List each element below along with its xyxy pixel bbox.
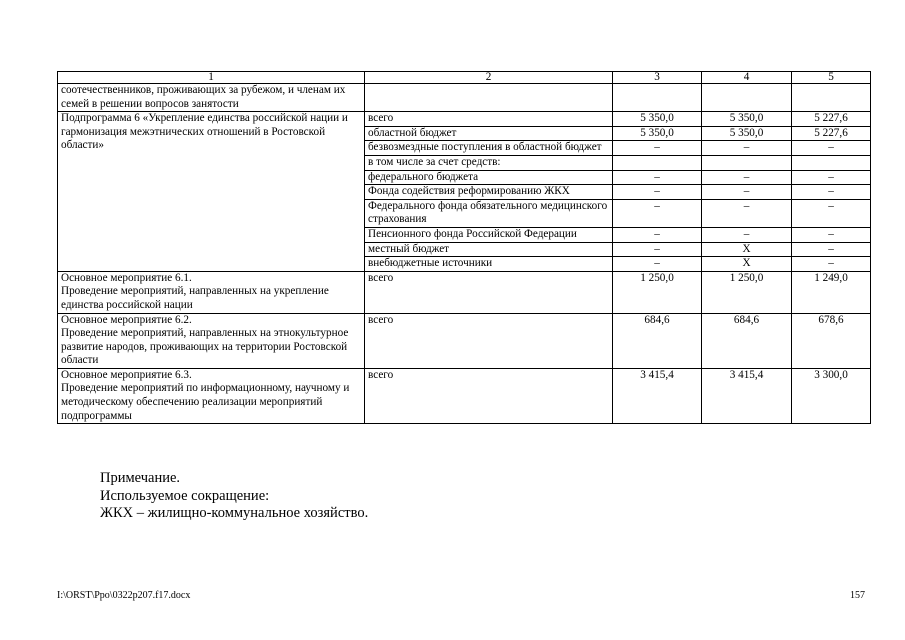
- note-abbrev-definition: ЖКХ – жилищно-коммунальное хозяйство.: [100, 505, 369, 521]
- value-cell: –: [613, 227, 702, 242]
- note-block: [100, 470, 368, 523]
- header-cell: 1: [58, 72, 365, 84]
- source-cell: безвозмездные поступления в областной бюджет: [365, 141, 613, 156]
- header-cell: 3: [613, 72, 702, 84]
- empty-cell: [365, 84, 613, 112]
- value-cell: –: [613, 199, 702, 227]
- source-cell: внебюджетные источники: [365, 257, 613, 272]
- value-cell: 3 415,4: [702, 368, 792, 423]
- value-cell: 1 250,0: [702, 271, 792, 313]
- header-cell: 4: [702, 72, 792, 84]
- value-cell: [702, 155, 792, 170]
- empty-cell: [792, 84, 871, 112]
- activity-text: Проведение мероприятий по информационному, научному и методическому обеспечению реализации мероприятий подпрограммы: [61, 382, 350, 422]
- table-row: [58, 313, 871, 368]
- value-cell: –: [702, 141, 792, 156]
- source-cell: федерального бюджета: [365, 170, 613, 185]
- value-cell: –: [613, 257, 702, 272]
- value-cell: –: [792, 141, 871, 156]
- source-cell: Фонда содействия реформированию ЖКХ: [365, 185, 613, 200]
- activity-title: Основное мероприятие 6.2.: [61, 313, 192, 326]
- source-cell: областной бюджет: [365, 126, 613, 141]
- value-cell: Х: [702, 257, 792, 272]
- value-cell: 5 350,0: [702, 126, 792, 141]
- activity-6-3: [58, 368, 365, 423]
- value-cell: [792, 155, 871, 170]
- value-cell: 3 415,4: [613, 368, 702, 423]
- value-cell: [613, 155, 702, 170]
- value-cell: 1 249,0: [792, 271, 871, 313]
- activity-6-1: [58, 271, 365, 313]
- source-cell: в том числе за счет средств:: [365, 155, 613, 170]
- note-abbrev-heading: Используемое сокращение:: [100, 487, 270, 504]
- value-cell: –: [792, 199, 871, 227]
- budget-table: [57, 71, 871, 424]
- continued-text: соотечественников, проживающих за рубежом, и членам их семей в решении вопросов занятости: [58, 84, 365, 112]
- activity-text: Проведение мероприятий, направленных на этнокультурное развитие народов, проживающих на территории Ростовской области: [61, 327, 349, 367]
- value-cell: –: [613, 242, 702, 257]
- table-row: [58, 271, 871, 313]
- value-cell: –: [792, 242, 871, 257]
- value-cell: –: [792, 227, 871, 242]
- value-cell: 5 350,0: [613, 112, 702, 127]
- value-cell: –: [792, 257, 871, 272]
- value-cell: 5 227,6: [792, 112, 871, 127]
- activity-6-2: [58, 313, 365, 368]
- value-cell: –: [613, 141, 702, 156]
- value-cell: 684,6: [702, 313, 792, 368]
- empty-cell: [613, 84, 702, 112]
- value-cell: 3 300,0: [792, 368, 871, 423]
- table-row: [58, 368, 871, 423]
- value-cell: 5 350,0: [702, 112, 792, 127]
- value-cell: 684,6: [613, 313, 702, 368]
- value-cell: –: [792, 185, 871, 200]
- page-number: 157: [850, 590, 865, 601]
- value-cell: 5 227,6: [792, 126, 871, 141]
- activity-title: Основное мероприятие 6.3.: [61, 368, 192, 381]
- header-row: [58, 72, 871, 84]
- source-cell: Федерального фонда обязательного медицинского страхования: [365, 199, 613, 227]
- source-cell: местный бюджет: [365, 242, 613, 257]
- table-row: [58, 112, 871, 127]
- value-cell: 678,6: [792, 313, 871, 368]
- note-heading: Примечание.: [100, 470, 181, 486]
- value-cell: –: [702, 170, 792, 185]
- empty-cell: [702, 84, 792, 112]
- subprogram-6-title: Подпрограмма 6 «Укрепление единства российской нации и гармонизация межэтнических отношений в Ростовской области»: [58, 112, 365, 272]
- value-cell: –: [613, 170, 702, 185]
- activity-text: Проведение мероприятий, направленных на укрепление единства российской нации: [61, 285, 329, 311]
- header-cell: 5: [792, 72, 871, 84]
- footer-file-path: I:\ORST\Ppo\0322p207.f17.docx: [57, 590, 191, 601]
- activity-title: Основное мероприятие 6.1.: [61, 271, 192, 284]
- source-cell: Пенсионного фонда Российской Федерации: [365, 227, 613, 242]
- value-cell: –: [702, 185, 792, 200]
- value-cell: 5 350,0: [613, 126, 702, 141]
- value-cell: –: [792, 170, 871, 185]
- source-cell: всего: [365, 368, 613, 423]
- value-cell: –: [702, 199, 792, 227]
- source-cell: всего: [365, 112, 613, 127]
- header-cell: 2: [365, 72, 613, 84]
- value-cell: –: [613, 185, 702, 200]
- value-cell: –: [702, 227, 792, 242]
- source-cell: всего: [365, 271, 613, 313]
- value-cell: 1 250,0: [613, 271, 702, 313]
- value-cell: Х: [702, 242, 792, 257]
- table-row: [58, 84, 871, 112]
- source-cell: всего: [365, 313, 613, 368]
